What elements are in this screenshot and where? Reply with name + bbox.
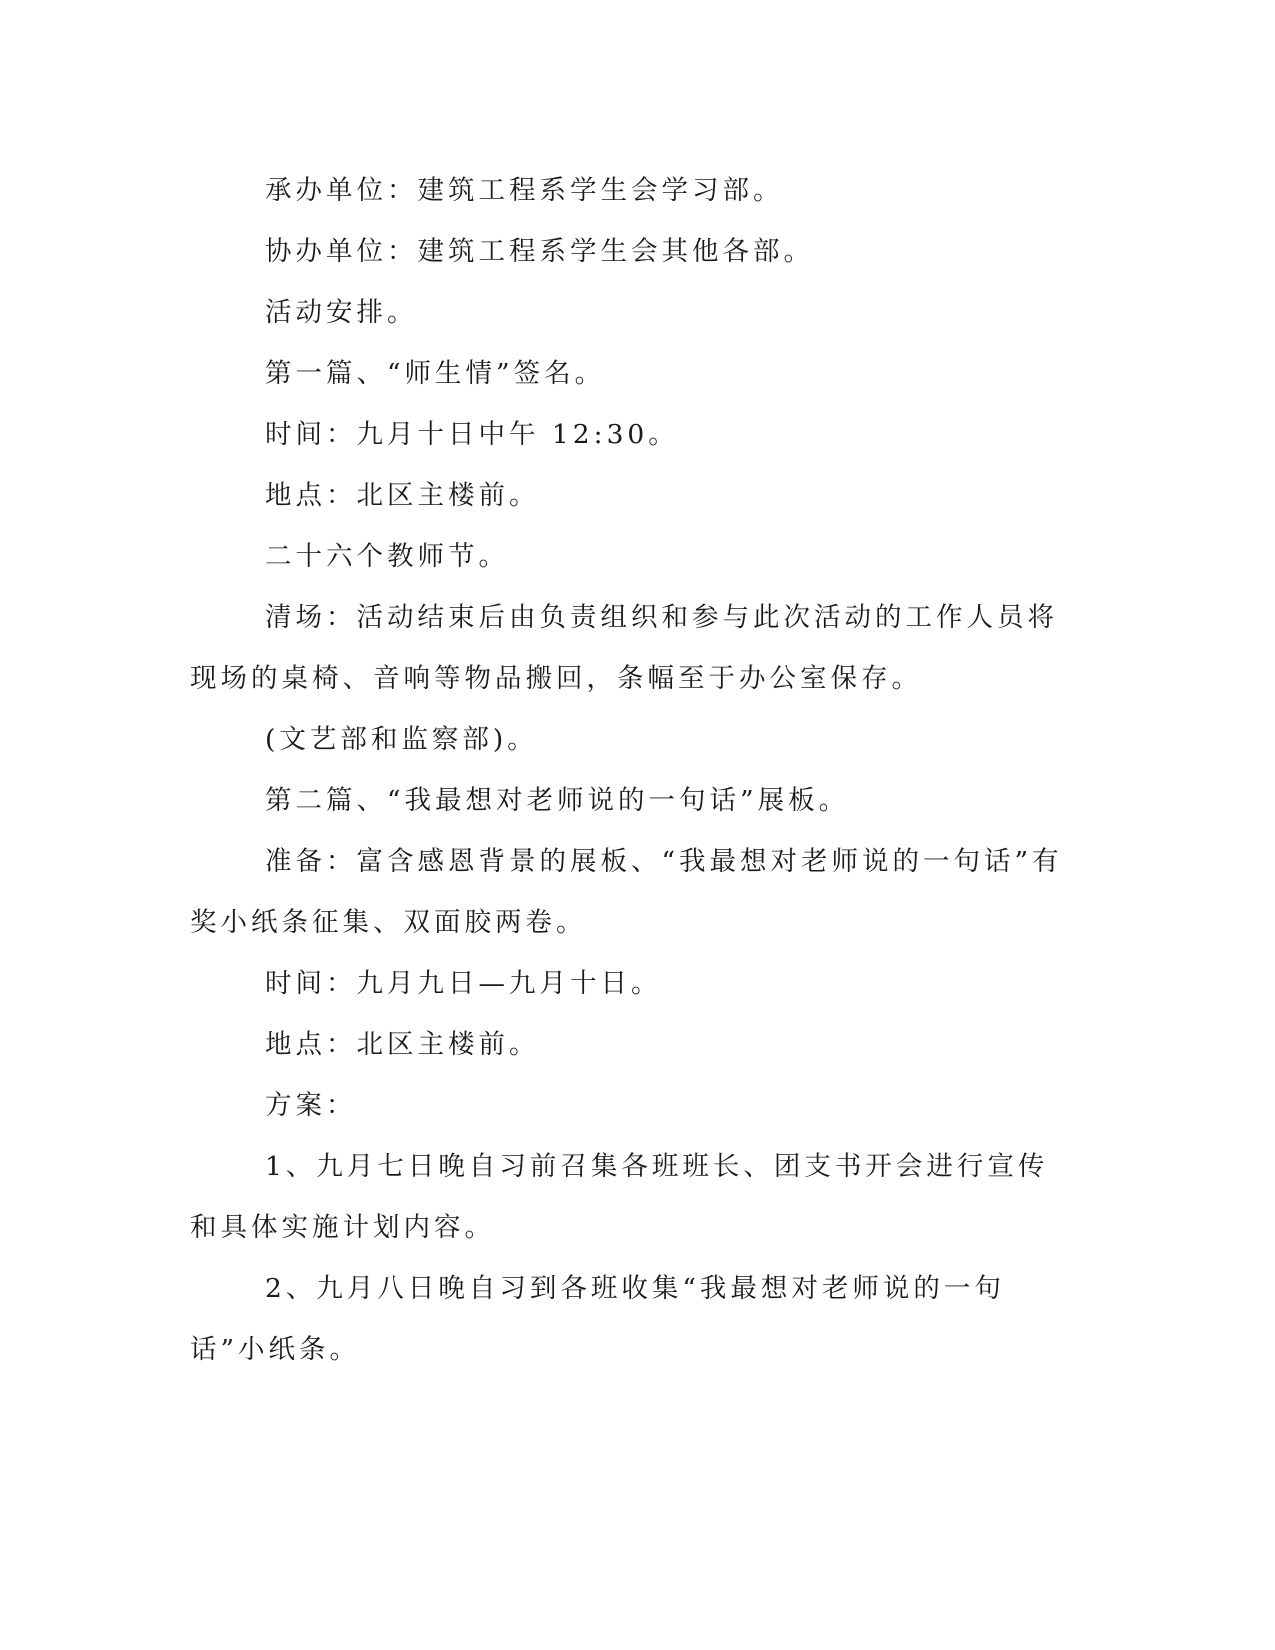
paragraph-teachers-day: 二十六个教师节。 [265,541,509,572]
paragraph-plan-heading: 方案： [265,1090,357,1121]
paragraph-part-one-heading: 第一篇、“师生情”签名。 [265,358,606,389]
paragraph-departments: (文艺部和监察部)。 [265,724,538,755]
paragraph-co-organizer: 协办单位：建筑工程系学生会其他各部。 [265,236,814,267]
paragraph-part-one-location: 地点：北区主楼前。 [265,480,540,511]
paragraph-plan-item-2: 2、九月八日晚自习到各班收集“我最想对老师说的一句话”小纸条。 [190,1273,1005,1365]
paragraph-plan-item-1: 1、九月七日晚自习前召集各班班长、团支书开会进行宣传和具体实施计划内容。 [190,1151,1049,1243]
document-body [190,160,1070,1380]
paragraph-activity-arrangement: 活动安排。 [265,297,418,328]
paragraph-preparation: 准备：富含感恩背景的展板、“我最想对老师说的一句话”有奖小纸条征集、双面胶两卷。 [190,846,1063,938]
paragraph-part-two-time: 时间：九月九日—九月十日。 [265,968,662,999]
paragraph-organizer: 承办单位：建筑工程系学生会学习部。 [265,175,784,206]
paragraph-cleanup: 清场：活动结束后由负责组织和参与此次活动的工作人员将现场的桌椅、音响等物品搬回，条幅至于办公室保存。 [190,602,1058,694]
paragraph-part-one-time: 时间：九月十日中午 12:30。 [265,419,679,450]
paragraph-part-two-heading: 第二篇、“我最想对老师说的一句话”展板。 [265,785,850,816]
paragraph-part-two-location: 地点：北区主楼前。 [265,1029,540,1060]
